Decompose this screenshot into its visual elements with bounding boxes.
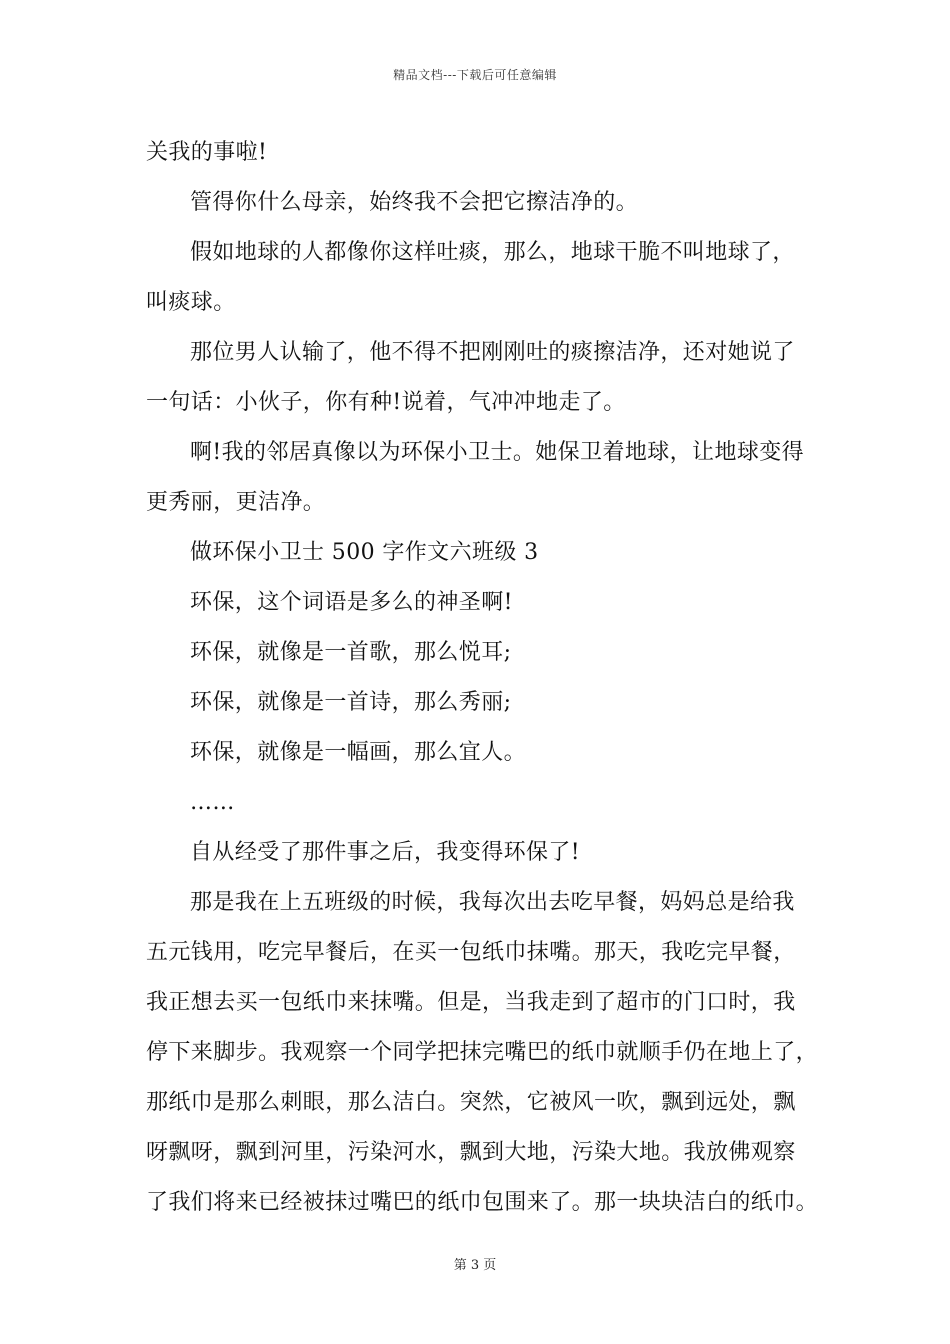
text-line: 啊!我的邻居真像以为环保小卫士。她保卫着地球，让地球变得 [190,440,805,465]
page-number: 第 3 页 [453,1258,497,1273]
text-line: 了我们将来已经被抹过嘴巴的纸巾包围来了。那一块块洁白的纸巾。 [146,1190,819,1215]
text-line: 停下来脚步。我观察一个同学把抹完嘴巴的纸巾就顺手仍在地上了， [146,1040,819,1065]
text-line: 叫痰球。 [146,290,236,315]
text-line: 五元钱用，吃完早餐后，在买一包纸巾抹嘴。那天，我吃完早餐， [146,940,796,965]
text-line: 那是我在上五班级的时候，我每次出去吃早餐，妈妈总是给我 [190,890,795,915]
text-line: 管得你什么母亲，始终我不会把它擦洁净的。 [190,190,639,215]
page-header: 精品文档---下载后可任意编辑 [393,68,557,82]
text-line: 环保，这个词语是多么的神圣啊! [190,590,513,615]
text-line: 环保，就像是一幅画，那么宜人。 [190,740,527,765]
text-line: 环保，就像是一首诗，那么秀丽; [190,690,512,715]
text-line: 呀飘呀，飘到河里，污染河水，飘到大地，污染大地。我放佛观察 [146,1140,796,1165]
text-line: 那位男人认输了，他不得不把刚刚吐的痰擦洁净，还对她说了 [190,340,795,365]
text-line: 更秀丽，更洁净。 [146,490,326,515]
text-line: 假如地球的人都像你这样吐痰，那么，地球干脆不叫地球了， [190,240,795,265]
text-line: 那纸巾是那么刺眼，那么洁白。突然，它被风一吹，飘到远处，飘 [146,1090,796,1115]
text-line: …… [190,790,235,815]
text-line: 自从经受了那件事之后，我变得环保了! [190,840,581,865]
text-line: 我正想去买一包纸巾来抹嘴。但是，当我走到了超市的门口时，我 [146,990,796,1015]
text-line: 环保，就像是一首歌，那么悦耳; [190,640,512,665]
text-line: 一句话：小伙子，你有种!说着，气冲冲地走了。 [146,390,626,415]
document-body [146,128,830,1228]
text-line: 做环保小卫士 500 字作文六班级 3 [190,540,539,565]
text-line: 关我的事啦! [146,140,268,165]
